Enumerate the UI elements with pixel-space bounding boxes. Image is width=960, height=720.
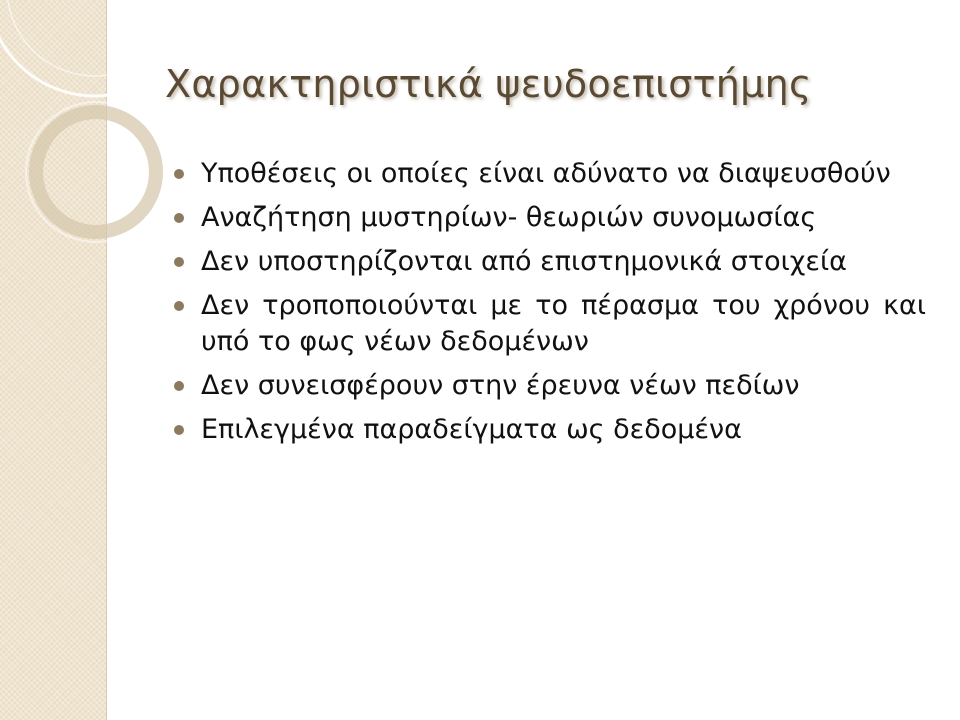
bullet-dot-icon xyxy=(174,301,184,311)
bullet-item xyxy=(174,200,926,236)
bullet-text: Επιλεγμένα παραδείγματα ως δεδομένα xyxy=(201,414,742,445)
slide-title: Χαρακτηριστικά ψευδοεπιστήμης xyxy=(165,62,812,106)
bullet-text: Αναζήτηση μυστηρίων- θεωριών συνομωσίας xyxy=(201,202,817,233)
decorative-rings-graphic xyxy=(0,0,200,320)
decorative-ring-medium-highlight xyxy=(26,102,166,242)
bullet-item xyxy=(174,244,926,280)
bullet-item xyxy=(174,412,926,448)
bullet-text: Δεν υποστηρίζονται από επιστημονικά στοιχεία xyxy=(201,246,847,277)
bullet-dot-icon xyxy=(174,257,184,267)
bullet-dot-icon xyxy=(174,381,184,391)
decorative-ring-medium xyxy=(36,112,156,232)
bullet-list xyxy=(174,156,926,456)
bullet-item xyxy=(174,368,926,404)
bullet-dot-icon xyxy=(174,213,184,223)
decorative-ring-small xyxy=(7,0,183,76)
bullet-dot-icon xyxy=(174,169,184,179)
bullet-text: Υποθέσεις οι οποίες είναι αδύνατο να διαψευσθούν xyxy=(201,158,891,189)
bullet-dot-icon xyxy=(174,425,184,435)
bullet-item xyxy=(174,288,926,360)
bullet-text: Δεν συνεισφέρουν στην έρευνα νέων πεδίων xyxy=(201,370,800,401)
bullet-text: Δεν τροποποιούνται με το πέρασμα του χρόνου και υπό το φως νέων δεδομένων xyxy=(201,290,926,357)
bullet-item xyxy=(174,156,926,192)
